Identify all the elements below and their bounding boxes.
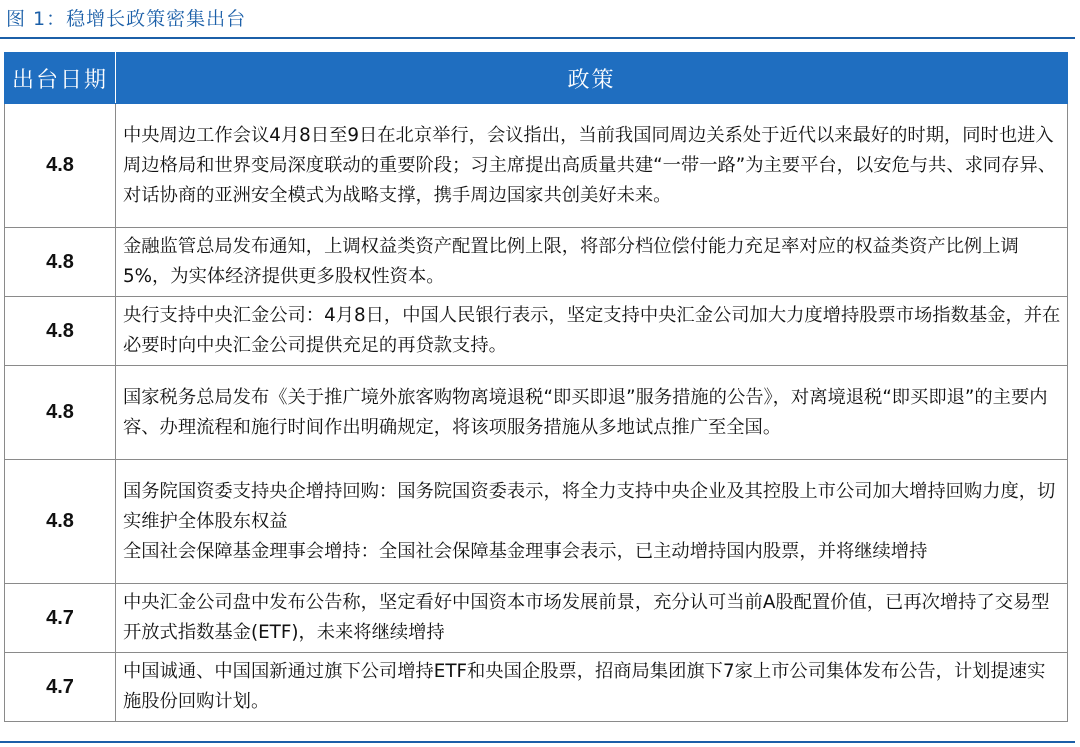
row-date: 4.8	[5, 460, 116, 584]
table-row	[5, 228, 1068, 297]
row-policy-text	[116, 653, 1068, 722]
policy-line: 央行支持中央汇金公司：4月8日，中国人民银行表示，坚定支持中央汇金公司加大力度增持股票市场指数基金，并在必要时向中央汇金公司提供充足的再贷款支持。	[123, 305, 1061, 356]
table-row	[5, 584, 1068, 653]
row-date: 4.8	[5, 366, 116, 460]
row-date: 4.7	[5, 584, 116, 653]
bottom-divider	[0, 741, 1075, 743]
table-row	[5, 104, 1068, 228]
table-header-row	[5, 53, 1068, 104]
row-date: 4.8	[5, 228, 116, 297]
policy-line: 国家税务总局发布《关于推广境外旅客购物离境退税“即买即退”服务措施的公告》，对离境退税“即买即退”的主要内容、办理流程和施行时间作出明确规定，将该项服务措施从多地试点推广至全国。	[123, 386, 1048, 438]
policy-line: 全国社会保障基金理事会增持：全国社会保障基金理事会表示，已主动增持国内股票，并将继续增持	[123, 540, 928, 562]
row-date: 4.8	[5, 104, 116, 228]
table-row	[5, 460, 1068, 584]
header-policy: 政策	[116, 53, 1068, 104]
row-policy-text	[116, 228, 1068, 297]
row-date: 4.8	[5, 297, 116, 366]
row-date: 4.7	[5, 653, 116, 722]
policy-line: 国务院国资委支持央企增持回购：国务院国资委表示，将全力支持中央企业及其控股上市公司加大增持回购力度，切实维护全体股东权益	[123, 480, 1056, 532]
policy-line: 中央汇金公司盘中发布公告称，坚定看好中国资本市场发展前景，充分认可当前A股配置价值，已再次增持了交易型开放式指数基金(ETF)，未来将继续增持	[123, 592, 1050, 643]
table-row	[5, 366, 1068, 460]
header-date: 出台日期	[5, 53, 116, 104]
row-policy-text	[116, 297, 1068, 366]
row-policy-text	[116, 366, 1068, 460]
table-row	[5, 653, 1068, 722]
policy-line: 中央周边工作会议4月8日至9日在北京举行，会议指出，当前我国同周边关系处于近代以来最好的时期，同时也进入周边格局和世界变局深度联动的重要阶段；习主席提出高质量共建“一带一路”为主要平台，以安危与共、求同存异、对话协商的亚洲安全模式为战略支撑，携手周边国家共创美好未来。	[123, 124, 1057, 206]
policy-table	[4, 52, 1068, 722]
table-row	[5, 297, 1068, 366]
row-policy-text	[116, 584, 1068, 653]
policy-line: 中国诚通、中国国新通过旗下公司增持ETF和央国企股票，招商局集团旗下7家上市公司集体发布公告，计划提速实施股份回购计划。	[123, 661, 1046, 712]
row-policy-text	[116, 104, 1068, 228]
figure-caption: 图 1：稳增长政策密集出台	[6, 8, 247, 30]
policy-line: 金融监管总局发布通知，上调权益类资产配置比例上限，将部分档位偿付能力充足率对应的权益类资产比例上调5%，为实体经济提供更多股权性资本。	[123, 236, 1019, 287]
caption-divider	[0, 37, 1075, 39]
row-policy-text	[116, 460, 1068, 584]
